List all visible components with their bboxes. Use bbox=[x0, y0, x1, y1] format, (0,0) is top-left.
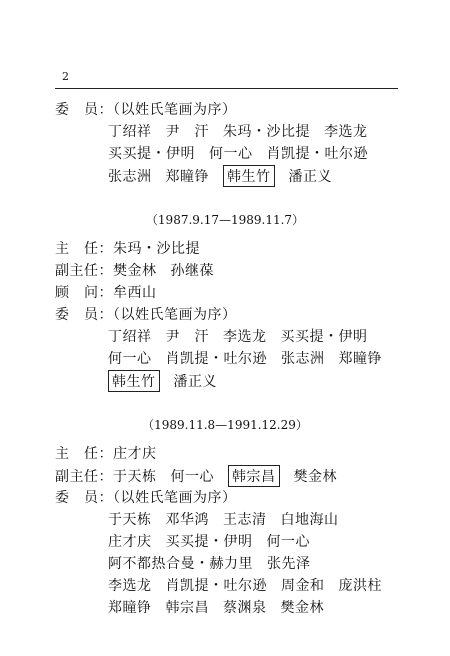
members-note: （以姓氏笔画为序） bbox=[113, 490, 237, 506]
member-name: 张先泽 bbox=[267, 556, 311, 572]
section2-director-line bbox=[55, 238, 200, 258]
member-name: 郑瞳铮 bbox=[165, 169, 209, 185]
advisor-label: 顾 问： bbox=[55, 285, 113, 301]
director-name: 朱玛・沙比提 bbox=[113, 241, 200, 257]
director-label: 主 任： bbox=[55, 446, 113, 462]
section3-row-5 bbox=[108, 597, 338, 617]
member-name: 朱玛・沙比提 bbox=[223, 124, 310, 140]
member-name: 何一心 bbox=[108, 351, 152, 367]
member-name: 买买提・伊明 bbox=[280, 329, 368, 345]
member-name: 樊金林 bbox=[280, 600, 324, 616]
section3-members-line bbox=[55, 487, 237, 507]
section2-period: （1987.9.17—1989.11.7） bbox=[145, 213, 305, 227]
section3-row-4 bbox=[108, 575, 396, 595]
deputy-name: 孙继葆 bbox=[170, 263, 214, 279]
section3-row-2 bbox=[108, 531, 324, 551]
section1-members-line bbox=[55, 99, 237, 119]
members-note: （以姓氏笔画为序） bbox=[113, 102, 237, 118]
section3-row-1 bbox=[108, 509, 353, 529]
section3-deputy-line bbox=[55, 465, 351, 487]
section2-row-2 bbox=[108, 348, 396, 368]
header-rule bbox=[55, 88, 398, 89]
member-name: 何一心 bbox=[266, 534, 310, 550]
member-name: 肖凯提・吐尔逊 bbox=[266, 146, 368, 162]
section2-row-3 bbox=[108, 370, 231, 392]
member-name-boxed: 韩生竹 bbox=[223, 165, 275, 187]
member-name: 李选龙 bbox=[223, 329, 267, 345]
section1-row-3 bbox=[108, 165, 346, 187]
member-name: 李选龙 bbox=[108, 578, 152, 594]
member-name: 尹 汗 bbox=[165, 124, 209, 140]
page-number: 2 bbox=[62, 70, 69, 83]
member-name: 王志清 bbox=[223, 512, 267, 528]
member-name: 庞洪柱 bbox=[338, 578, 382, 594]
member-name: 庄才庆 bbox=[108, 534, 152, 550]
deputy-label: 副主任： bbox=[55, 263, 113, 279]
member-name: 买买提・伊明 bbox=[108, 146, 195, 162]
member-name: 丁绍祥 bbox=[108, 329, 152, 345]
member-name: 白地海山 bbox=[280, 512, 339, 528]
member-name: 李选龙 bbox=[324, 124, 368, 140]
member-name: 阿不都热合曼・赫力里 bbox=[108, 556, 253, 572]
member-name: 张志洲 bbox=[281, 351, 325, 367]
director-label: 主 任： bbox=[55, 241, 113, 257]
members-label: 委 员： bbox=[55, 490, 113, 506]
members-label: 委 员： bbox=[55, 307, 113, 323]
member-name: 邓华鸿 bbox=[165, 512, 209, 528]
deputy-name: 何一心 bbox=[170, 469, 214, 485]
member-name: 于天栋 bbox=[108, 512, 152, 528]
member-name: 潘正义 bbox=[173, 374, 217, 390]
member-name: 尹 汗 bbox=[165, 329, 209, 345]
section1-row-2 bbox=[108, 143, 382, 163]
member-name: 丁绍祥 bbox=[108, 124, 152, 140]
member-name: 韩宗昌 bbox=[165, 600, 209, 616]
member-name: 买买提・伊明 bbox=[165, 534, 253, 550]
deputy-name: 樊金林 bbox=[293, 469, 337, 485]
members-label: 委 员： bbox=[55, 102, 113, 118]
section2-row-1 bbox=[108, 326, 382, 346]
member-name: 肖凯提・吐尔逊 bbox=[165, 578, 267, 594]
deputy-label: 副主任： bbox=[55, 469, 113, 485]
member-name: 周金和 bbox=[281, 578, 325, 594]
member-name: 蔡渊泉 bbox=[223, 600, 267, 616]
advisor-name: 牟西山 bbox=[113, 285, 157, 301]
member-name: 郑瞳铮 bbox=[338, 351, 382, 367]
section1-row-1 bbox=[108, 121, 382, 141]
deputy-name-boxed: 韩宗昌 bbox=[228, 465, 280, 487]
member-name-boxed: 韩生竹 bbox=[108, 370, 160, 392]
members-note: （以姓氏笔画为序） bbox=[113, 307, 237, 323]
deputy-name: 樊金林 bbox=[113, 263, 157, 279]
member-name: 肖凯提・吐尔逊 bbox=[165, 351, 267, 367]
section3-director-line bbox=[55, 443, 157, 463]
director-name: 庄才庆 bbox=[113, 446, 157, 462]
section2-advisor-line bbox=[55, 282, 157, 302]
section3-row-3 bbox=[108, 553, 325, 573]
section2-members-line bbox=[55, 304, 237, 324]
deputy-name: 于天栋 bbox=[113, 469, 157, 485]
member-name: 张志洲 bbox=[108, 169, 152, 185]
member-name: 郑瞳铮 bbox=[108, 600, 152, 616]
member-name: 何一心 bbox=[209, 146, 253, 162]
section2-deputy-line bbox=[55, 260, 228, 280]
section3-period: （1989.11.8—1991.12.29） bbox=[142, 418, 308, 432]
member-name: 潘正义 bbox=[288, 169, 332, 185]
